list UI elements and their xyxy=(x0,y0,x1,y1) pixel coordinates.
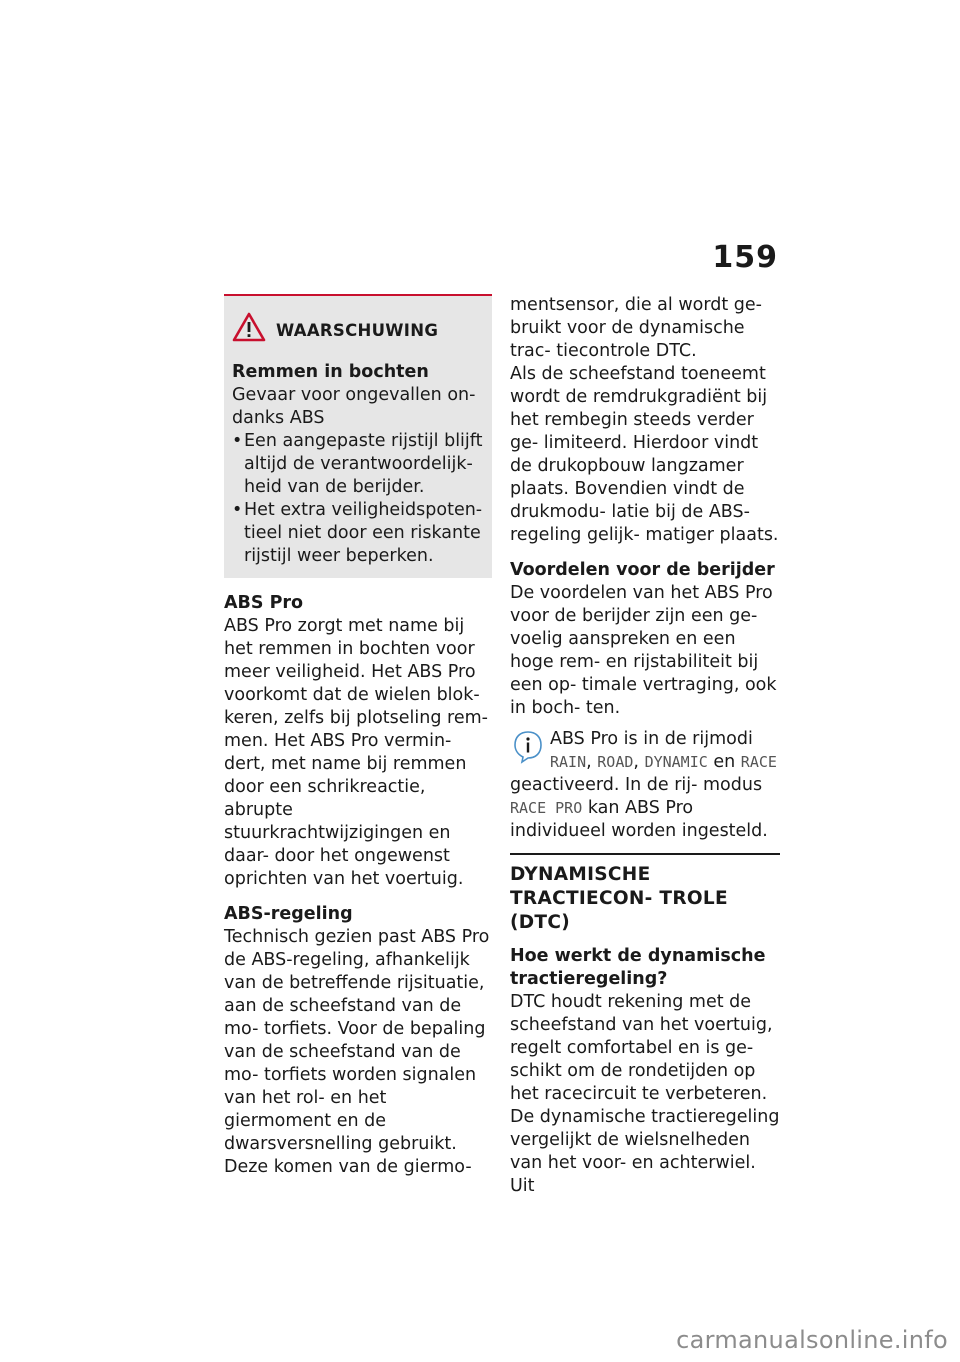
warning-title: WAARSCHUWING xyxy=(276,321,439,340)
note-text-1: ABS Pro is in de rijmodi xyxy=(550,729,753,749)
warning-bullets xyxy=(232,430,484,568)
voordelen-heading: Voordelen voor de berijder xyxy=(510,560,775,580)
note-text-4: kan ABS Pro individueel worden ingesteld. xyxy=(510,798,768,841)
abs-regeling-text: Technisch gezien past ABS Pro de ABS-regeling, afhankelijk van de betreffende rijsituatie, aan de scheefstand van de mo- torfiets. Voor de bepaling van de scheefstand van de mo- torfiets worden signalen van het rol- en het giermoment en de dwarsversnelling gebruikt. Deze komen van de giermo- xyxy=(224,927,490,1177)
warning-text: Gevaar voor ongevallen on- danks ABS xyxy=(232,385,476,428)
info-note xyxy=(510,728,780,843)
mode-road: ROAD xyxy=(597,753,634,771)
right-column xyxy=(510,294,780,1198)
warning-header xyxy=(232,312,484,349)
note-text-3: geactiveerd. In de rij- modus xyxy=(510,775,763,795)
mode-rain: RAIN xyxy=(550,753,587,771)
dtc-subheading: Hoe werkt de dynamische tractieregeling? xyxy=(510,946,766,989)
note-separator: , xyxy=(633,752,639,772)
note-separator: , xyxy=(586,752,592,772)
warning-triangle-icon xyxy=(232,312,266,349)
dtc-title: DYNAMISCHE TRACTIECON- TROLE (DTC) xyxy=(510,864,728,933)
watermark: carmanualsonline.info xyxy=(676,1326,948,1354)
info-icon xyxy=(510,728,546,764)
mode-race: RACE xyxy=(740,753,777,771)
section-divider xyxy=(510,853,780,935)
mode-dynamic: DYNAMIC xyxy=(644,753,708,771)
continued-text: mentsensor, die al wordt ge- bruikt voor de dynamische trac- tiecontrole DTC. xyxy=(510,295,762,361)
abs-pro-text: ABS Pro zorgt met name bij het remmen in bochten voor meer veiligheid. Het ABS Pro voorkomt dat de wielen blok- keren, zelfs bij plotseling rem- men. Het ABS Pro vermin- dert, met name bij remmen door een schrikreactie, abrupte stuurkrachtwijzigingen en daar- door het ongewenst oprichten van het voertuig. xyxy=(224,616,488,889)
note-text-2: en xyxy=(713,752,736,772)
page-number: 159 xyxy=(712,240,778,275)
abs-pro-heading: ABS Pro xyxy=(224,593,304,613)
warning-box xyxy=(224,294,492,578)
warning-bullet: • Het extra veiligheidspoten- tieel niet door een riskante rijstijl weer beperken. xyxy=(232,499,484,568)
paragraph-scheefstand: Als de scheefstand toeneemt wordt de remdrukgradiënt bij het rembegin steeds verder ge- limiteerd. Hierdoor vindt de drukopbouw langzamer plaats. Bovendien vindt de drukmodu- latie bij de ABS-regeling gelijk- matiger plaats. xyxy=(510,364,779,545)
voordelen-text: De voordelen van het ABS Pro voor de berijder zijn een ge- voelig aanspreken en een hoge rem- en rijstabiliteit bij een op- timale vertraging, ook in boch- ten. xyxy=(510,583,777,718)
dtc-text-2: De dynamische tractieregeling vergelijkt de wielsnelheden van het voor- en achterwiel. Uit xyxy=(510,1107,780,1196)
mode-race-pro: RACE PRO xyxy=(510,799,583,817)
warning-subtitle: Remmen in bochten xyxy=(232,362,429,382)
left-column xyxy=(224,294,492,1179)
warning-bullet: • Een aangepaste rijstijl blijft altijd de verantwoordelijk- heid van de berijder. xyxy=(232,430,484,499)
abs-regeling-heading: ABS-regeling xyxy=(224,904,353,924)
dtc-text-1: DTC houdt rekening met de scheefstand van het voertuig, regelt comfortabel en is ge- schikt om de rondetijden op het racecircuit te verbeteren. xyxy=(510,992,773,1104)
